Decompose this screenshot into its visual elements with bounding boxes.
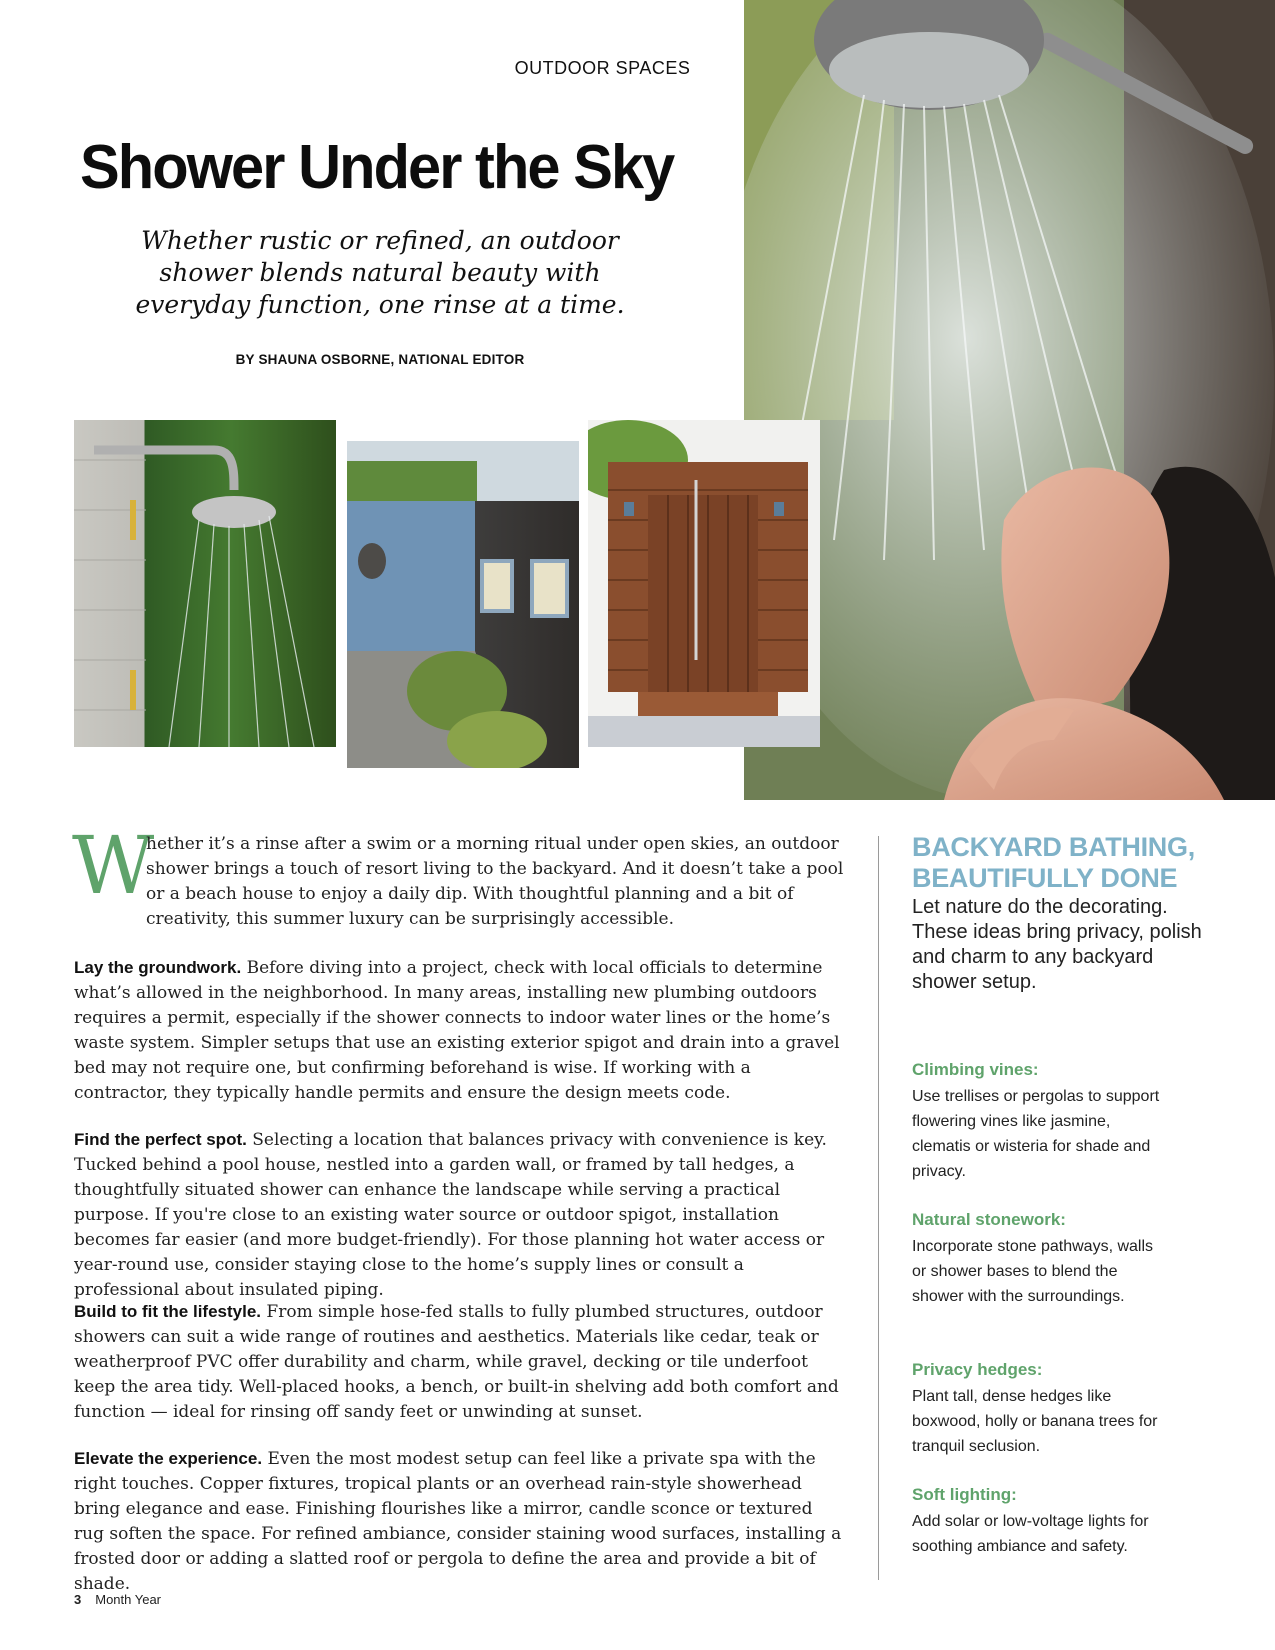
section-heading: Lay the groundwork. bbox=[74, 958, 242, 977]
lead-text: hether it’s a rinse after a swim or a morning ritual under open skies, an outdoor shower brings a touch of resort living to the backyard. And it doesn’t take a pool or a beach house to enjoy a daily dip. With thoughtful planning and a bit of creativity, this summer luxury can be surprisingly accessible. bbox=[146, 834, 844, 929]
column-divider bbox=[878, 836, 879, 1580]
section-heading: Elevate the experience. bbox=[74, 1449, 263, 1468]
sidebar-item-heading: Soft lighting: bbox=[912, 1485, 1017, 1504]
dek: Whether rustic or refined, an outdoor shower blends natural beauty with everyday function, one rinse at a time. bbox=[135, 226, 625, 319]
sidebar-item-heading: Climbing vines: bbox=[912, 1060, 1039, 1079]
body-section-2 bbox=[74, 1127, 844, 1303]
photo-showerhead-garden bbox=[74, 420, 336, 747]
page-number: 3 bbox=[74, 1592, 82, 1607]
sidebar-item-text: Use trellises or pergolas to support flowering vines like jasmine, clematis or wisteria for shade and privacy. bbox=[912, 1088, 1160, 1180]
section-label: OUTDOOR SPACES bbox=[514, 58, 691, 78]
sidebar-item-text: Plant tall, dense hedges like boxwood, holly or banana trees for tranquil seclusion. bbox=[912, 1388, 1158, 1455]
sidebar-item-heading: Natural stonework: bbox=[912, 1210, 1066, 1229]
headline: Shower Under the Sky bbox=[80, 133, 674, 202]
photo-wooden-shower bbox=[588, 420, 820, 747]
body-section-1 bbox=[74, 955, 844, 1106]
sidebar-item-text: Incorporate stone pathways, walls or shower bases to blend the shower with the surroundings. bbox=[912, 1238, 1154, 1305]
hero-photo bbox=[744, 0, 1275, 800]
section-text: Even the most modest setup can feel like a private spa with the right touches. Copper fixtures, tropical plants or an overhead rain-style showerhead bring elegance and ease. Finishing flourishes like a mirror, candle sconce or textured rug soften the space. For refined ambiance, consider staining wood surfaces, installing a frosted door or adding a slatted roof or pergola to define the area and provide a bit of shade. bbox=[74, 1449, 842, 1594]
section-text: From simple hose-fed stalls to fully plumbed structures, outdoor showers can suit a wide range of routines and aesthetics. Materials like cedar, teak or weatherproof PVC offer durability and charm, while gravel, decking or tile underfoot keep the area tidy. Well-placed hooks, a bench, or built-in shelving add both comfort and function — ideal for rinsing off sandy feet or unwinding at sunset. bbox=[74, 1302, 839, 1422]
drop-cap: W bbox=[72, 819, 155, 912]
sidebar-item-heading: Privacy hedges: bbox=[912, 1360, 1043, 1379]
photo-wooden-shower-illustration bbox=[588, 420, 820, 747]
section-text: Before diving into a project, check with local officials to determine what’s allowed in the neighborhood. In many areas, installing new plumbing outdoors requires a permit, especially if the shower connects to indoor water lines or the home’s waste system. Simpler setups that use an existing exterior spigot and drain into a gravel bed may not require one, but confirming beforehand is wise. If working with a contractor, they typically handle permits and ensure the design meets code. bbox=[74, 958, 840, 1103]
section-heading: Build to fit the lifestyle. bbox=[74, 1302, 262, 1321]
body-section-4 bbox=[74, 1446, 844, 1597]
issue-date: Month Year bbox=[95, 1592, 162, 1607]
sidebar-title: BACKYARD BATHING, BEAUTIFULLY DONE bbox=[912, 832, 1195, 893]
body-section-3 bbox=[74, 1299, 844, 1425]
photo-stone-courtyard bbox=[347, 441, 579, 768]
page-footer bbox=[74, 1592, 161, 1607]
section-heading: Find the perfect spot. bbox=[74, 1130, 247, 1149]
byline: BY SHAUNA OSBORNE, NATIONAL EDITOR bbox=[235, 352, 525, 367]
photo-showerhead-garden-illustration bbox=[74, 420, 336, 747]
sidebar-item-text: Add solar or low-voltage lights for soothing ambiance and safety. bbox=[912, 1513, 1149, 1555]
sidebar-intro: Let nature do the decorating. These ideas bring privacy, polish and charm to any backyard shower setup. bbox=[912, 896, 1202, 993]
photo-stone-courtyard-illustration bbox=[347, 441, 579, 768]
section-text: Selecting a location that balances privacy with convenience is key. Tucked behind a pool house, nestled into a garden wall, or framed by tall hedges, a thoughtfully situated shower can enhance the landscape while serving a practical purpose. If you're close to an existing water source or outdoor spigot, installation becomes far easier (and more budget-friendly). For those planning hot water access or year-round use, consider staying close to the home’s supply lines or consult a professional about insulated piping. bbox=[74, 1130, 827, 1300]
lead-paragraph bbox=[74, 832, 844, 932]
hero-photo-illustration bbox=[744, 0, 1275, 800]
